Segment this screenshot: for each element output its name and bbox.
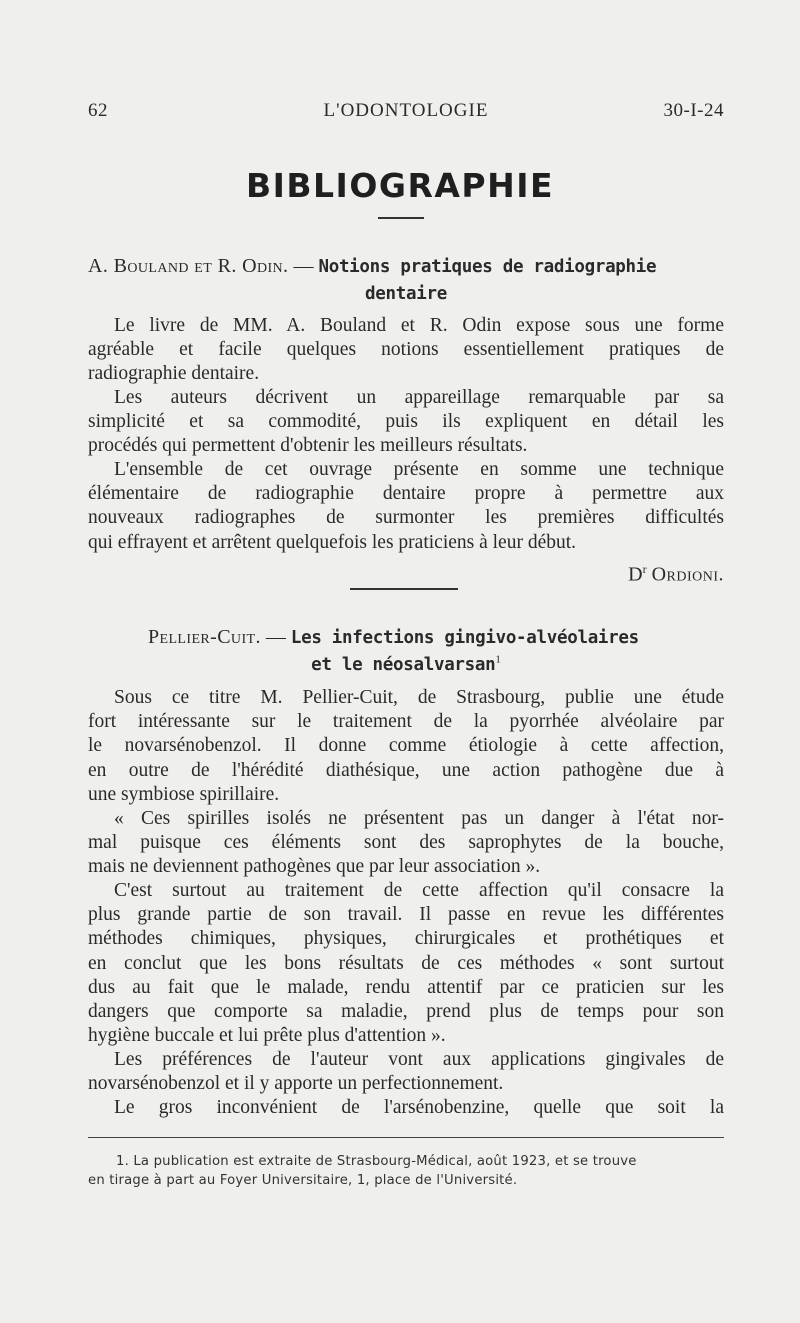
text-line: plus grande partie de son travail. Il passe en revue les différentes bbox=[88, 904, 724, 926]
text-line: Les auteurs décrivent un appareillage remarquable par sa bbox=[114, 387, 724, 408]
review-separator bbox=[350, 588, 458, 590]
page-number: 62 bbox=[88, 100, 108, 121]
review1-authors: A. Bouland et R. Odin. bbox=[88, 255, 289, 277]
text-line: méthodes chimiques, physiques, chirurgicales et prothétiques et bbox=[88, 928, 724, 950]
text-line: Le gros inconvénient de l'arsénobenzine, quelle que soit la bbox=[114, 1097, 724, 1118]
text-line: L'ensemble de cet ouvrage présente en somme une technique bbox=[114, 459, 724, 480]
text-line: qui effrayent et arrêtent quelquefois les praticiens à leur début. bbox=[88, 531, 577, 553]
review1-paragraph-3 bbox=[88, 458, 724, 555]
review1-paragraph-2 bbox=[88, 386, 724, 459]
text-line: Sous ce titre M. Pellier-Cuit, de Strasbourg, publie une étude bbox=[114, 687, 724, 708]
text-line: Les préférences de l'auteur vont aux applications gingivales de bbox=[114, 1049, 724, 1070]
text-line: en outre de l'hérédité diathésique, une action pathogène due à bbox=[88, 759, 724, 781]
journal-title: L'ODONTOLOGIE bbox=[323, 100, 489, 121]
review1-signature bbox=[628, 562, 724, 587]
review2-paragraph-4 bbox=[88, 1048, 724, 1096]
text-line: nouveaux radiographes de surmonter les premières difficultés bbox=[88, 507, 724, 529]
review2-title-line1: Les infections gingivo-alvéolaires bbox=[290, 628, 639, 648]
text-line: novarsénobenzol et il y apporte un perfectionnement. bbox=[88, 1073, 504, 1095]
text-line: procédés qui permettent d'obtenir les meilleurs résultats. bbox=[88, 435, 528, 457]
review1-paragraph-1 bbox=[88, 314, 724, 387]
text-line: le novarsénobenzol. Il donne comme étiologie à cette affection, bbox=[88, 735, 724, 757]
text-line: mal puisque ces éléments sont des saprophytes de la bouche, bbox=[88, 832, 724, 854]
footnote-rule bbox=[88, 1137, 724, 1138]
text-line: dus au fait que le malade, rendu attentif par ce praticien sur les bbox=[88, 976, 724, 998]
review1-heading bbox=[88, 253, 724, 307]
review2-paragraph-1 bbox=[88, 686, 724, 807]
text-line: mais ne deviennent pathogènes que par leur association ». bbox=[88, 856, 541, 878]
text-line: une symbiose spirillaire. bbox=[88, 783, 280, 805]
text-line: dangers que comporte sa maladie, prend plus de temps pour son bbox=[88, 1001, 724, 1023]
review2-author: Pellier-Cuit. bbox=[148, 626, 261, 648]
text-line: agréable et facile quelques notions essentiellement pratiques de bbox=[88, 339, 724, 361]
footnote-line: 1. La publication est extraite de Strasbourg-Médical, août 1923, et se trouve bbox=[116, 1154, 637, 1169]
text-line: simplicité et sa commodité, puis ils expliquent en détail les bbox=[88, 411, 724, 433]
issue-date: 30-I-24 bbox=[663, 100, 724, 121]
text-line: fort intéressante sur le traitement de la pyorrhée alvéolaire par bbox=[88, 711, 724, 733]
title-rule bbox=[378, 217, 424, 219]
signature-name: Ordioni. bbox=[651, 563, 724, 586]
footnote-mark: 1 bbox=[495, 653, 501, 666]
text-line: Le livre de MM. A. Bouland et R. Odin expose sous une forme bbox=[114, 315, 724, 336]
signature-prefix: D bbox=[628, 563, 643, 586]
text-line: C'est surtout au traitement de cette affection qu'il consacre la bbox=[114, 880, 724, 901]
review1-title-line1: Notions pratiques de radiographie bbox=[318, 257, 657, 277]
section-title: BIBLIOGRAPHIE bbox=[245, 166, 555, 205]
review2-title-line2: et le néosalvarsan bbox=[311, 655, 496, 675]
footnote-line: en tirage à part au Foyer Universitaire, 1, place de l'Université. bbox=[88, 1173, 518, 1188]
review2-dash: — bbox=[260, 626, 291, 648]
text-line: en conclut que les bons résultats de ces méthodes « sont surtout bbox=[88, 952, 724, 974]
review2-heading bbox=[88, 624, 724, 678]
review1-dash: — bbox=[288, 255, 319, 277]
text-line: hygiène buccale et lui prête plus d'attention ». bbox=[88, 1025, 446, 1047]
review2-paragraph-2 bbox=[88, 807, 724, 880]
footnote bbox=[88, 1152, 724, 1190]
review1-title-line2: dentaire bbox=[365, 284, 447, 304]
signature-sup: r bbox=[642, 562, 647, 576]
review2-paragraph-5 bbox=[88, 1096, 724, 1120]
review2-paragraph-3 bbox=[88, 879, 724, 1048]
text-line: élémentaire de radiographie dentaire propre à permettre aux bbox=[88, 483, 724, 505]
text-line: « Ces spirilles isolés ne présentent pas un danger à l'état nor- bbox=[114, 808, 724, 829]
running-header bbox=[88, 100, 724, 130]
text-line: radiographie dentaire. bbox=[88, 363, 260, 385]
